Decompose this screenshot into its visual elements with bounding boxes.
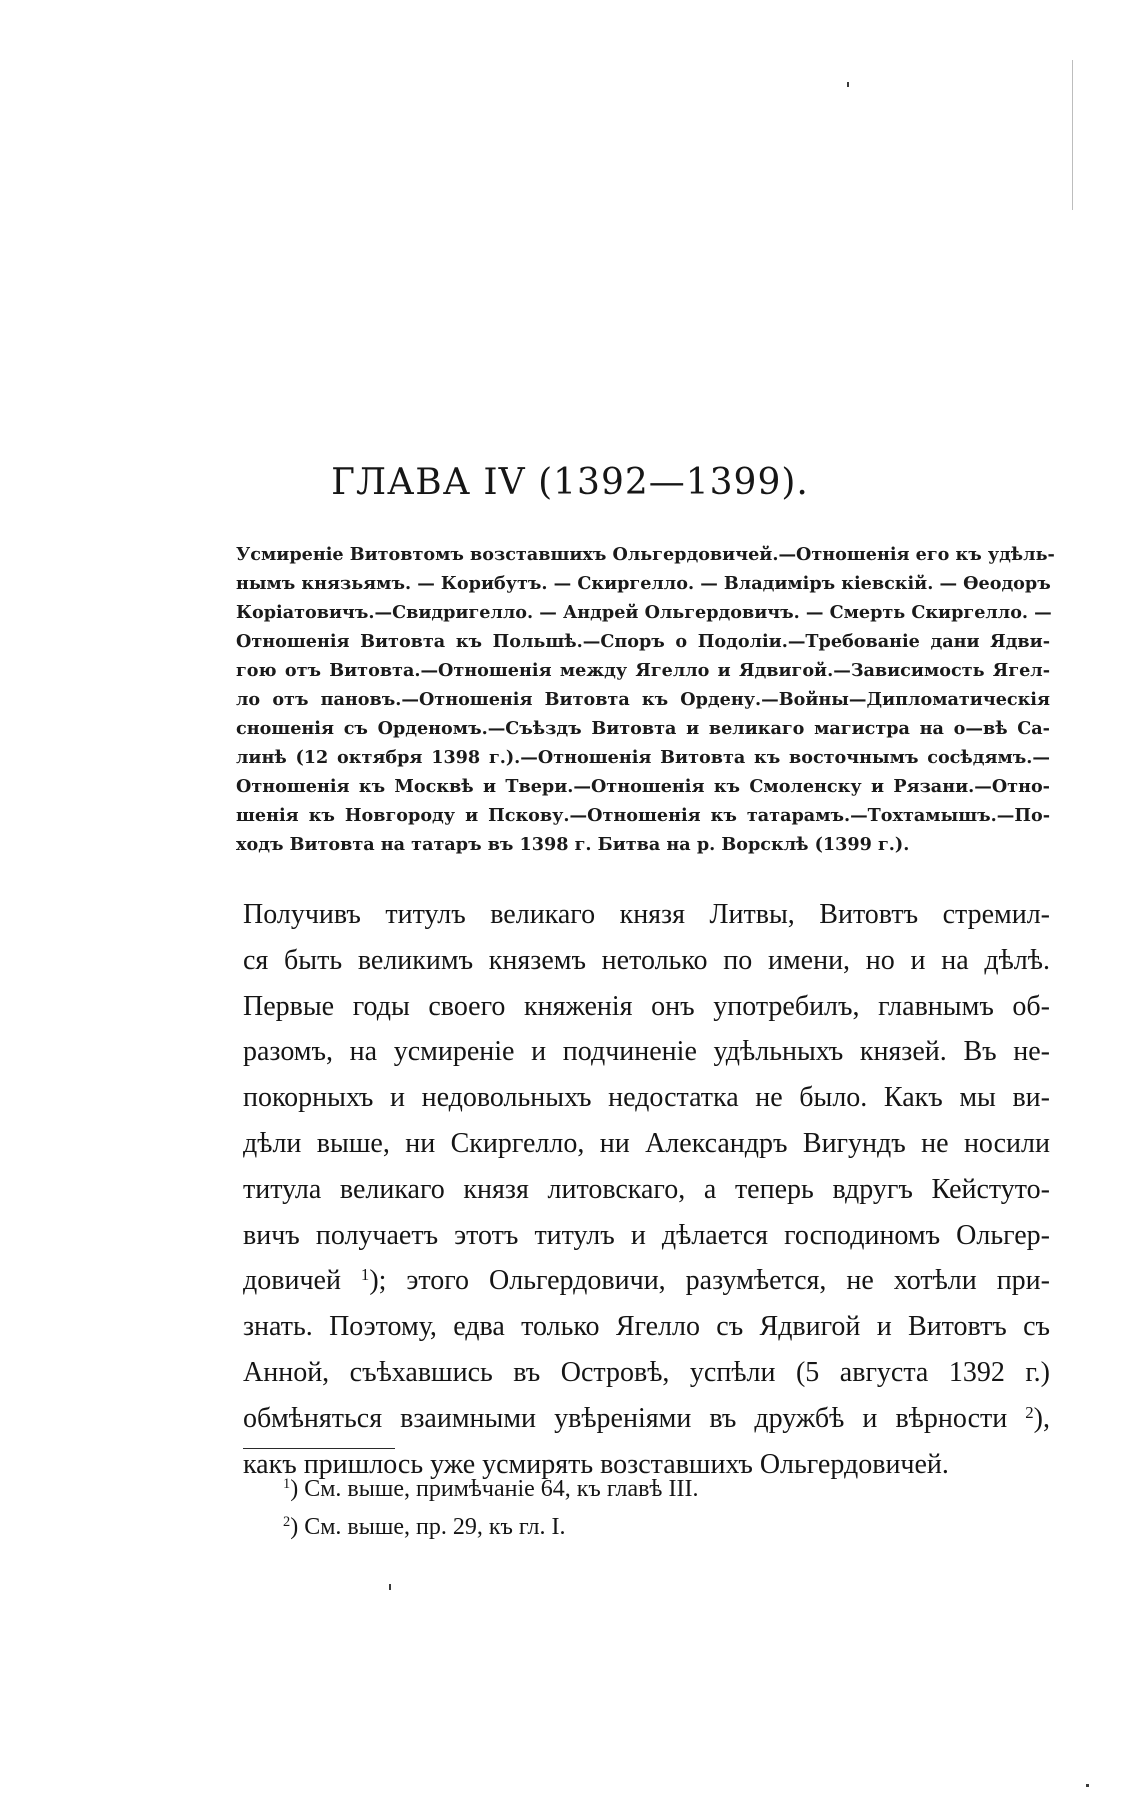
summary-line: ходъ Витовта на татаръ въ 1398 г. Битва на р. Ворсклѣ (1399 г.). bbox=[236, 834, 910, 855]
body-line: Первые годы своего княженія онъ употребилъ, главнымъ об- bbox=[243, 990, 1050, 1022]
body-line-text: обмѣняться взаимными увѣреніями въ дружбѣ и вѣрности bbox=[243, 1402, 1026, 1434]
summary-line: шенія къ Новгороду и Пскову.—Отношенія къ татарамъ.—Тохтамышъ.—По- bbox=[236, 805, 1050, 826]
summary-line: гою отъ Витовта.—Отношенія между Ягелло и Ядвигой.—Зависимость Ягел- bbox=[236, 660, 1050, 681]
scan-speck bbox=[847, 82, 849, 87]
summary-line: ло отъ пановъ.—Отношенія Витовта къ Ордену.—Войны—Дипломатическія bbox=[236, 689, 1050, 710]
body-line: разомъ, на усмиреніе и подчиненіе удѣльныхъ князей. Въ не- bbox=[243, 1036, 1050, 1068]
footnote-1 bbox=[283, 1470, 1043, 1508]
scan-speck bbox=[389, 1584, 391, 1590]
chapter-summary bbox=[236, 540, 1055, 859]
summary-line: Отношенія Витовта къ Польшѣ.—Споръ о Подоліи.—Требованіе дани Ядви- bbox=[236, 631, 1050, 652]
footnotes bbox=[283, 1470, 1043, 1546]
footnote-ref-1[interactable]: 1 bbox=[360, 1265, 370, 1285]
body-line: титула великаго князя литовскаго, а теперь вдругъ Кейстуто- bbox=[243, 1173, 1050, 1205]
body-line: покорныхъ и недовольныхъ недостатка не было. Какъ мы ви- bbox=[243, 1082, 1050, 1114]
summary-line: нымъ князьямъ. — Корибутъ. — Скиргелло. — Владиміръ кіевскій. — Өеодоръ bbox=[236, 573, 1051, 594]
scan-speck bbox=[1086, 1784, 1089, 1787]
body-line: ся быть великимъ княземъ нетолько по имени, но и на дѣлѣ. bbox=[243, 944, 1050, 976]
body-line bbox=[243, 1258, 1050, 1304]
body-line-text: ), bbox=[1033, 1402, 1050, 1434]
body-line: Анной, съѣхавшись въ Островѣ, успѣли (5 августа 1392 г.) bbox=[243, 1356, 1050, 1388]
footnote-text: ) См. выше, примѣчаніе 64, къ главѣ III. bbox=[290, 1476, 699, 1502]
summary-line: Усмиреніе Витовтомъ возставшихъ Ольгердовичей.—Отношенія его къ удѣль- bbox=[236, 544, 1055, 565]
footnote-mark: 1 bbox=[283, 1476, 291, 1493]
footnote-2 bbox=[283, 1508, 1043, 1546]
body-line-text: ); этого Ольгердовичи, разумѣется, не хотѣли при- bbox=[369, 1265, 1050, 1297]
body-line: какъ пришлось уже усмирять возставшихъ Ольгердовичей. bbox=[243, 1448, 949, 1480]
summary-line: сношенія съ Орденомъ.—Съѣздъ Витовта и великаго магистра на о—вѣ Са- bbox=[236, 718, 1050, 739]
footnote-ref-2[interactable]: 2 bbox=[1025, 1402, 1034, 1422]
body-line: дѣли выше, ни Скиргелло, ни Александръ Вигундъ не носили bbox=[243, 1127, 1050, 1159]
body-line: Получивъ титулъ великаго князя Литвы, Витовтъ стремил- bbox=[243, 899, 1050, 930]
body-line: знать. Поэтому, едва только Ягелло съ Ядвигой и Витовтъ съ bbox=[243, 1311, 1050, 1343]
scan-margin-line bbox=[1072, 60, 1073, 210]
body-line: вичъ получаетъ этотъ титулъ и дѣлается господиномъ Ольгер- bbox=[243, 1219, 1050, 1251]
footnote-text: ) См. выше, пр. 29, къ гл. I. bbox=[290, 1514, 566, 1540]
body-line bbox=[243, 1396, 1050, 1442]
footnote-mark: 2 bbox=[283, 1514, 291, 1531]
footnote-divider bbox=[243, 1448, 395, 1449]
summary-line: Отношенія къ Москвѣ и Твери.—Отношенія къ Смоленску и Рязани.—Отно- bbox=[236, 776, 1050, 797]
body-paragraph bbox=[243, 892, 1050, 1487]
body-line-text: довичей bbox=[243, 1265, 361, 1297]
summary-line: линѣ (12 октября 1398 г.).—Отношенія Витовта къ восточнымъ сосѣдямъ.— bbox=[236, 747, 1050, 768]
chapter-title: ГЛАВА IV (1392—1399). bbox=[331, 462, 809, 503]
summary-line: Коріатовичъ.—Свидригелло. — Андрей Ольгердовичъ. — Смерть Скиргелло. — bbox=[236, 602, 1052, 623]
